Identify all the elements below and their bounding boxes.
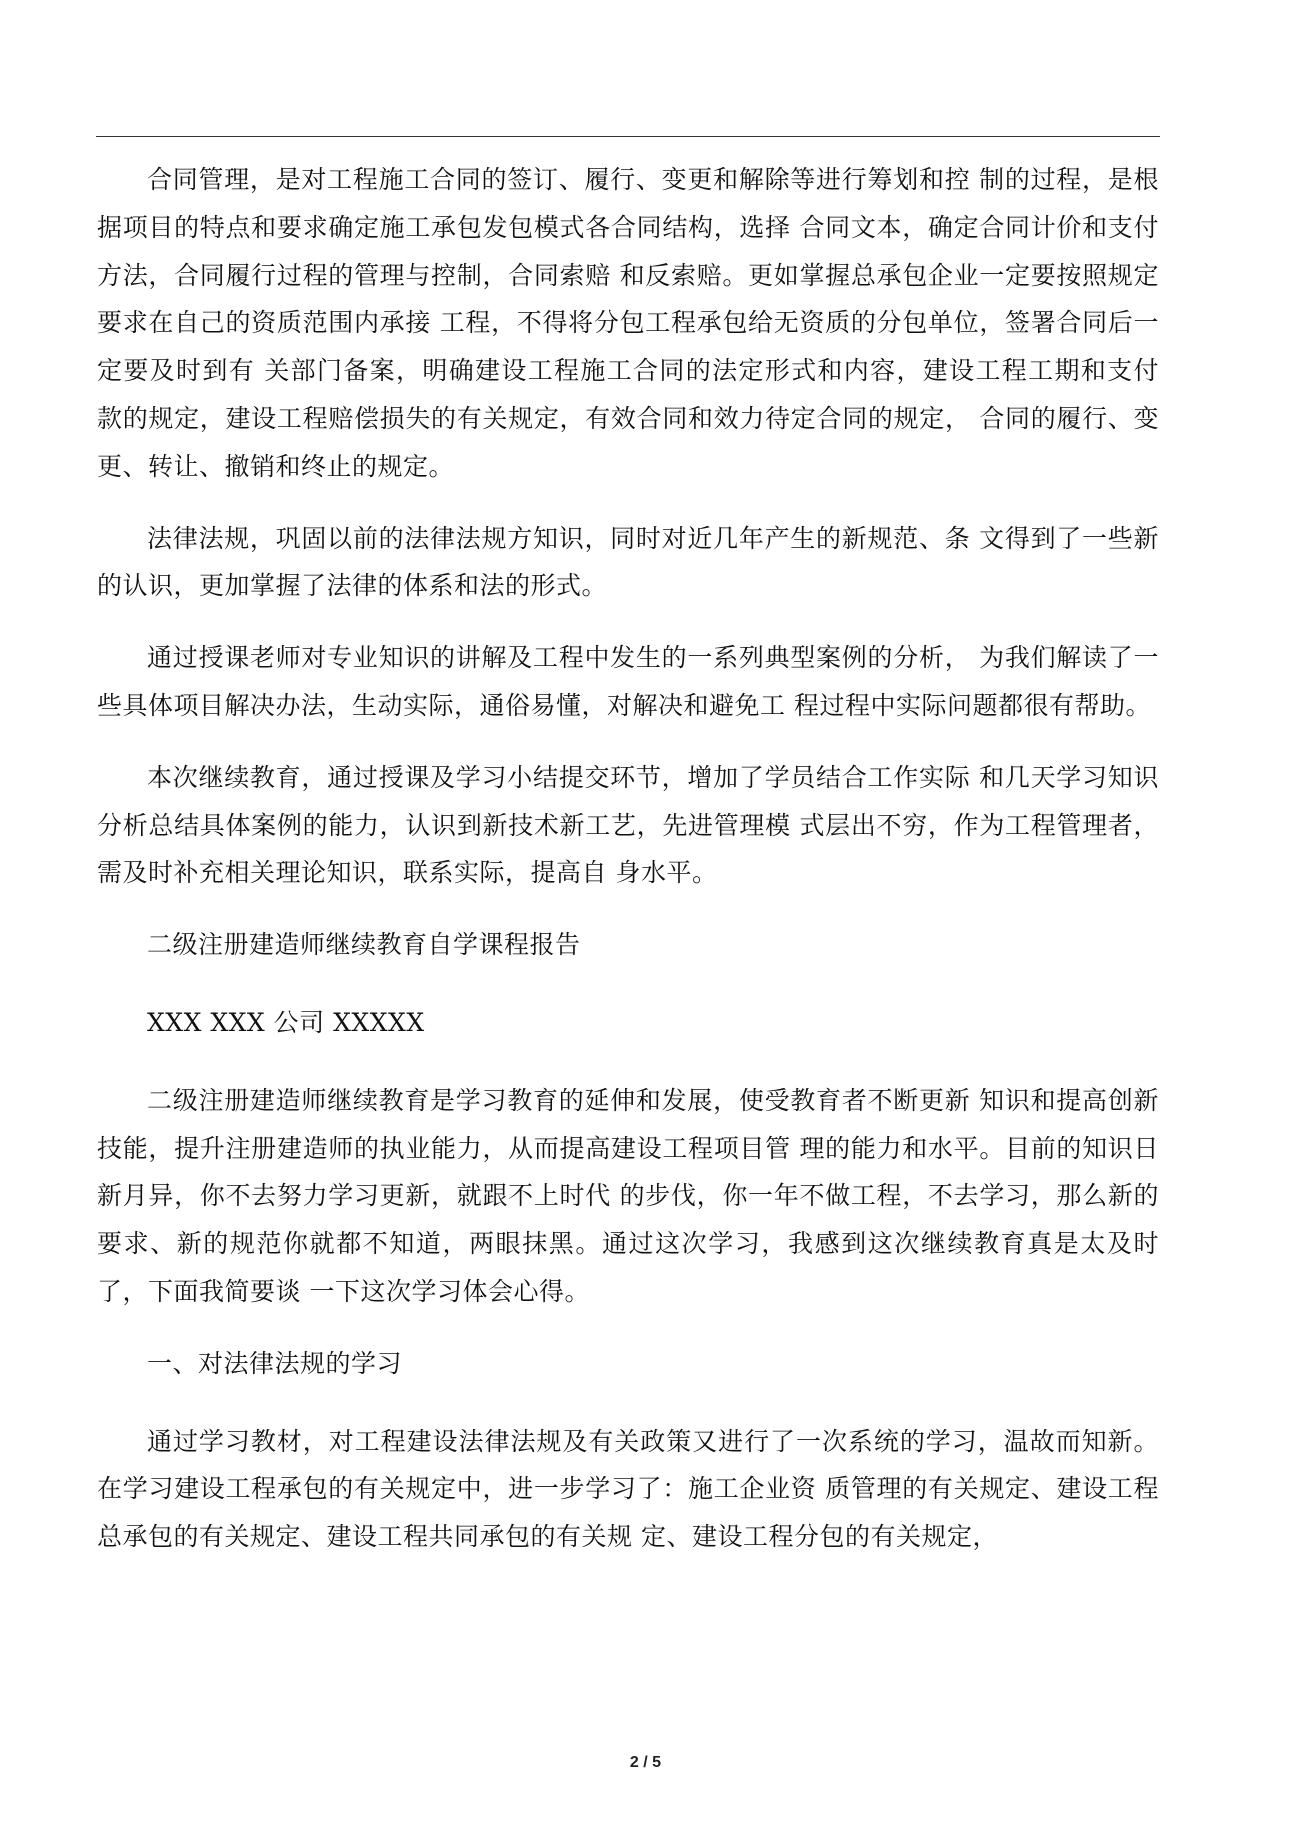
report-title: 二级注册建造师继续教育自学课程报告 [147,930,581,960]
paragraph-education-extension: 二级注册建造师继续教育是学习教育的延伸和发展，使受教育者不断更新 知识和提高创新技能，提升注册建造师的执业能力，从而提高建设工程项目管 理的能力和水平。目前的知识日新月异，你不去努力学习更新，就跟不上时代 的步伐，你一年不做工程，不去学习，那么新的要求、新的规范你就都不知道，两眼抹黑。通过这次学习，我感到这次继续教育真是太及时了，下面我简要谈 一下这次学习体会心得。 [97,1085,1159,1306]
paragraph-contract-management: 合同管理，是对工程施工合同的签订、履行、变更和解除等进行筹划和控 制的过程，是根据项目的特点和要求确定施工承包发包模式各合同结构，选择 合同文本，确定合同计价和支付方法，合同履行过程的管理与控制，合同索赔 和反索赔。更如掌握总承包企业一定要按照规定要求在自己的资质范围内承接 工程，不得将分包工程承包给无资质的分包单位，签署合同后一定要及时到有 关部门备案，明确建设工程施工合同的法定形式和内容，建设工程工期和支付 款的规定，建设工程赔偿损失的有关规定，有效合同和效力待定合同的规定， 合同的履行、变更、转让、撤销和终止的规定。 [97,165,1159,481]
paragraph-study-materials: 通过学习教材，对工程建设法律法规及有关政策又进行了一次系统的学习，温故而知新。在学习建设工程承包的有关规定中，进一步学习了：施工企业资 质管理的有关规定、建设工程总承包的有关规定、建设工程共同承包的有关规 定、建设工程分包的有关规定， [97,1426,1159,1552]
paragraph-continuing-education: 本次继续教育，通过授课及学习小结提交环节，增加了学员结合工作实际 和几天学习知识分析总结具体案例的能力，认识到新技术新工艺，先进管理模 式层出不穷，作为工程管理者，需及时补充相关理论知识，联系实际，提高自 身水平。 [97,762,1159,888]
document-body [97,156,1159,1583]
paragraph-laws-regulations: 法律法规，巩固以前的法律法规方知识，同时对近几年产生的新规范、条 文得到了一些新的认识，更加掌握了法律的体系和法的形式。 [97,523,1159,601]
header-rule [96,136,1160,137]
company-line: XXX XXX 公司 XXXXX [147,1007,425,1037]
section-heading-laws: 一、对法律法规的学习 [147,1348,403,1378]
paragraph-teaching-cases: 通过授课老师对专业知识的讲解及工程中发生的一系列典型案例的分析， 为我们解读了一些具体项目解决办法，生动实际，通俗易懂，对解决和避免工 程过程中实际问题都很有帮助。 [97,643,1159,720]
page-number: 2 / 5 [629,1754,662,1771]
